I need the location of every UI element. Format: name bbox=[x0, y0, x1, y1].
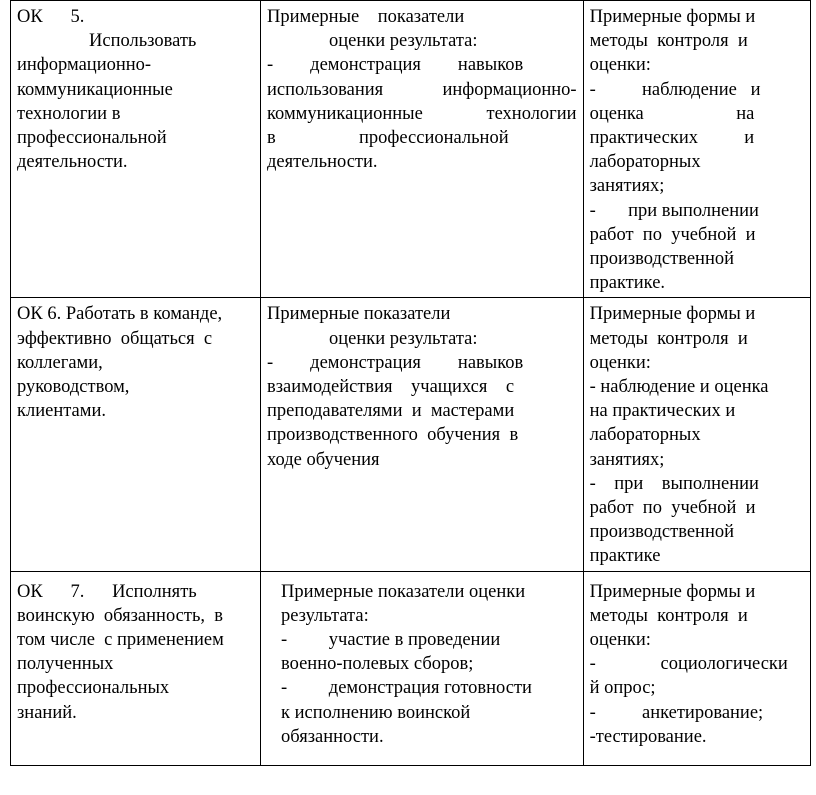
table-row bbox=[11, 298, 811, 571]
competence-line: клиентами. bbox=[17, 401, 106, 422]
methods-line: Примерные формы и bbox=[589, 7, 756, 27]
indicators-line: - демонстрация навыков bbox=[267, 352, 524, 373]
indicators-line: - участие в проведении bbox=[281, 630, 501, 651]
competence-line: ОК 7. Исполнять bbox=[17, 581, 197, 602]
methods-line: й опрос; bbox=[589, 678, 656, 699]
indicators-line: - демонстрация навыков bbox=[267, 55, 524, 76]
methods-line: лабораторных bbox=[589, 152, 701, 173]
competence-line: эффективно общаться с bbox=[17, 328, 213, 349]
indicators-line: деятельности. bbox=[267, 152, 378, 173]
methods-line: - при выполнении bbox=[589, 200, 759, 221]
methods-line: работ по учебной и bbox=[589, 224, 756, 245]
competence-line: руководством, bbox=[17, 377, 130, 398]
indicators-line: Примерные показатели bbox=[267, 7, 465, 27]
competence-line: технологии в bbox=[17, 103, 121, 124]
methods-line: методы контроля и bbox=[589, 31, 748, 52]
competence-line: профессиональных bbox=[17, 678, 170, 699]
competence-line: Использовать bbox=[89, 31, 197, 52]
methods-line: оценки: bbox=[589, 352, 651, 373]
competence-table bbox=[10, 0, 811, 766]
competence-line: информационно- bbox=[17, 55, 152, 76]
indicators-line: военно-полевых сборов; bbox=[281, 654, 474, 675]
competence-cell bbox=[11, 571, 261, 765]
indicators-line: оценки результата: bbox=[329, 31, 478, 52]
table-row bbox=[11, 571, 811, 765]
table-row bbox=[11, 1, 811, 298]
methods-line: производственной bbox=[589, 249, 735, 270]
methods-line: -тестирование. bbox=[589, 726, 707, 747]
methods-line: оценка на bbox=[589, 103, 755, 124]
indicators-line: использования информационно- bbox=[267, 79, 577, 100]
methods-cell bbox=[583, 298, 810, 571]
methods-line: методы контроля и bbox=[589, 605, 748, 626]
indicators-line: Примерные показатели оценки bbox=[281, 581, 526, 602]
indicators-line: - демонстрация готовности bbox=[281, 678, 532, 699]
methods-line: - наблюдение и bbox=[589, 79, 761, 100]
methods-line: - анкетирование; bbox=[589, 702, 764, 723]
indicators-line: оценки результата: bbox=[329, 328, 478, 349]
indicators-line: коммуникационные технологии bbox=[267, 103, 577, 124]
methods-line: - социологически bbox=[589, 654, 788, 675]
indicators-line: ходе обучения bbox=[267, 449, 380, 470]
methods-line: - наблюдение и оценка bbox=[589, 377, 769, 398]
competence-line: воинскую обязанность, в bbox=[17, 605, 224, 626]
indicators-line: обязанности. bbox=[281, 726, 384, 747]
competence-line: знаний. bbox=[17, 702, 77, 723]
methods-line: оценки: bbox=[589, 55, 651, 76]
methods-line: практических и bbox=[589, 128, 755, 149]
indicators-line: результата: bbox=[281, 605, 369, 626]
indicators-line: производственного обучения в bbox=[267, 425, 519, 446]
competence-line: профессиональной bbox=[17, 128, 167, 149]
methods-line: производственной bbox=[589, 522, 735, 543]
methods-line: занятиях; bbox=[589, 176, 665, 197]
methods-cell bbox=[583, 1, 810, 298]
competence-line: полученных bbox=[17, 654, 114, 675]
methods-cell bbox=[583, 571, 810, 765]
methods-line: практике bbox=[589, 546, 661, 567]
methods-line: методы контроля и bbox=[589, 328, 748, 349]
methods-line: работ по учебной и bbox=[589, 498, 756, 519]
indicators-line: взаимодействия учащихся с bbox=[267, 377, 515, 398]
methods-line: - при выполнении bbox=[589, 473, 759, 494]
competence-cell bbox=[11, 1, 261, 298]
competence-line: коммуникационные bbox=[17, 79, 173, 100]
methods-line: практике. bbox=[589, 273, 666, 294]
competence-line: деятельности. bbox=[17, 152, 128, 173]
competence-line: том числе с применением bbox=[17, 630, 224, 651]
methods-line: на практических и bbox=[589, 401, 736, 422]
indicators-cell bbox=[261, 298, 584, 571]
indicators-line: в профессиональной bbox=[267, 128, 509, 149]
methods-line: Примерные формы и bbox=[589, 581, 756, 602]
methods-line: лабораторных bbox=[589, 425, 701, 446]
competence-line: коллегами, bbox=[17, 352, 103, 373]
indicators-line: к исполнению воинской bbox=[281, 702, 471, 723]
indicators-line: Примерные показатели bbox=[267, 304, 451, 325]
indicators-line: преподавателями и мастерами bbox=[267, 401, 515, 422]
competence-line: ОК 5. bbox=[17, 7, 85, 27]
indicators-cell bbox=[261, 1, 584, 298]
competence-line: ОК 6. Работать в команде, bbox=[17, 304, 223, 325]
indicators-cell bbox=[261, 571, 584, 765]
competence-cell bbox=[11, 298, 261, 571]
methods-line: оценки: bbox=[589, 630, 651, 651]
methods-line: Примерные формы и bbox=[589, 304, 756, 325]
methods-line: занятиях; bbox=[589, 449, 665, 470]
